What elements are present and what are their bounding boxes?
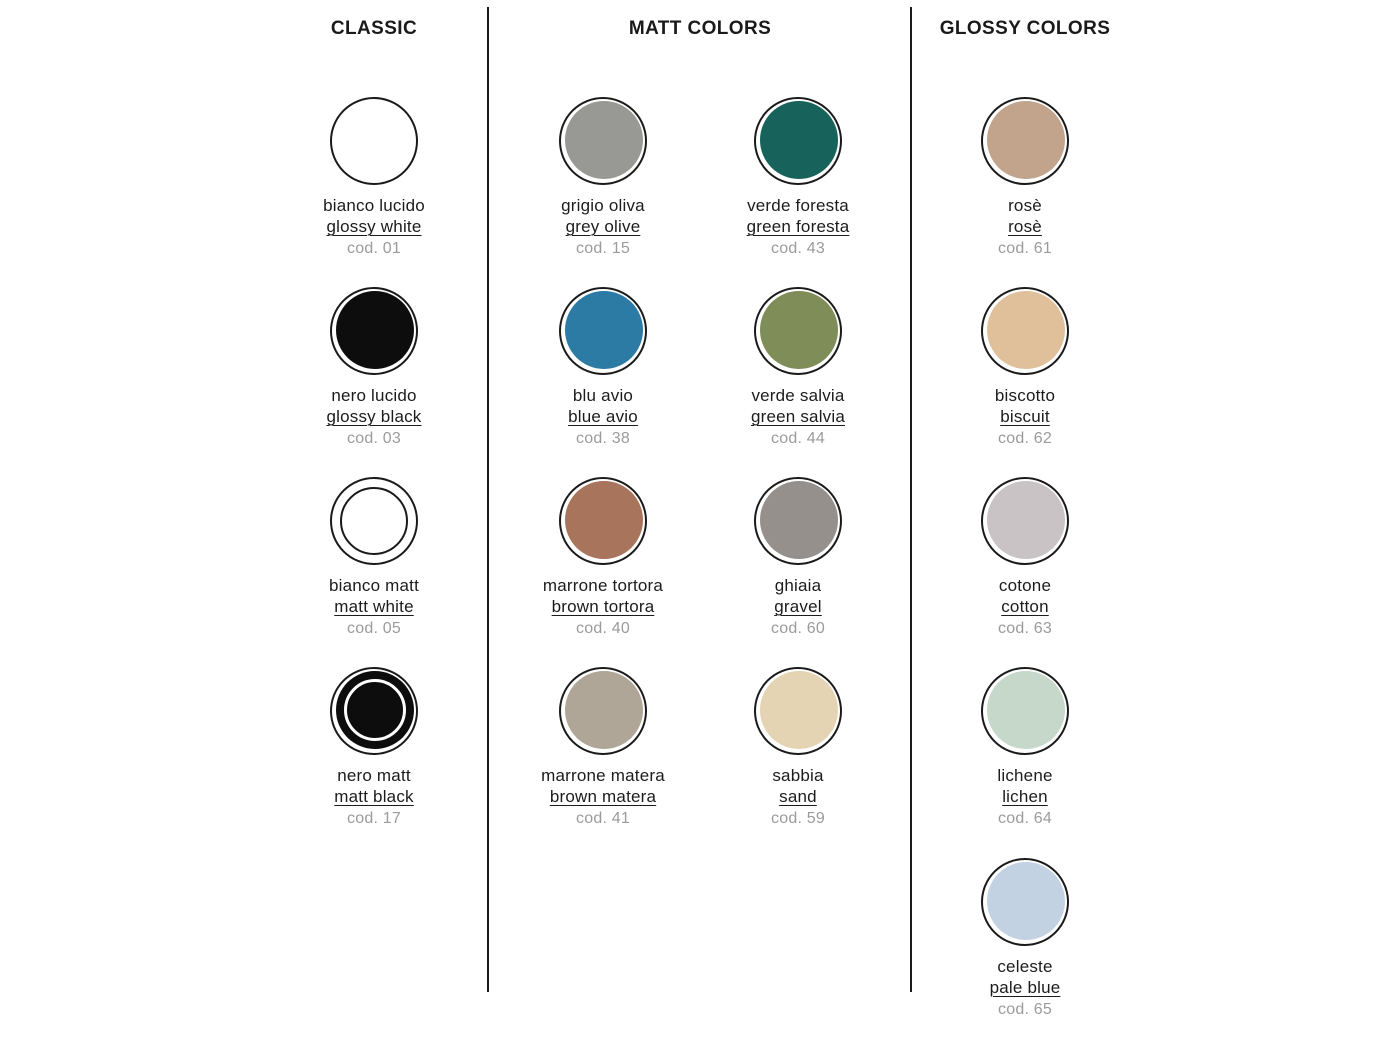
color-name-english: green salvia <box>750 407 846 426</box>
color-swatch-fill <box>760 101 838 179</box>
color-swatch-fill <box>565 101 643 179</box>
color-swatch-fill <box>340 487 408 555</box>
color-name-italian: verde foresta <box>747 196 849 215</box>
color-name-italian: blu avio <box>572 386 634 405</box>
section-title-matt-colors: MATT COLORS <box>628 18 772 39</box>
color-swatch-cell <box>688 287 908 450</box>
color-name-italian: verde salvia <box>751 386 845 405</box>
color-swatch-fill <box>336 671 414 749</box>
color-swatch-circle <box>981 858 1069 946</box>
color-code: cod. 59 <box>771 810 825 827</box>
color-swatch-cell <box>915 287 1135 450</box>
section-title-glossy-colors: GLOSSY COLORS <box>939 18 1111 39</box>
color-name-italian: sabbia <box>772 766 824 785</box>
color-swatch-fill <box>565 671 643 749</box>
color-swatch-cell <box>915 858 1135 1021</box>
color-name-english: biscuit <box>1000 407 1050 426</box>
color-swatch-fill <box>565 291 643 369</box>
color-swatch-fill <box>760 291 838 369</box>
color-name-english: glossy white <box>326 217 422 236</box>
color-swatch-fill <box>760 671 838 749</box>
color-swatch-circle <box>754 287 842 375</box>
color-swatch-cell <box>493 97 713 260</box>
color-code: cod. 40 <box>576 620 630 637</box>
color-swatch-fill <box>336 101 414 179</box>
color-name-english: gravel <box>774 597 822 616</box>
color-swatch-circle <box>330 287 418 375</box>
color-name-italian: cotone <box>998 576 1052 595</box>
color-name-english: blue avio <box>568 407 638 426</box>
color-name-english: pale blue <box>989 978 1061 997</box>
color-swatch-fill <box>987 671 1065 749</box>
color-swatch-fill <box>760 481 838 559</box>
color-name-english: grey olive <box>565 217 641 236</box>
color-name-english: rosè <box>1008 217 1042 236</box>
color-swatch-cell <box>264 667 484 830</box>
color-swatch-cell <box>493 287 713 450</box>
color-name-italian: marrone matera <box>541 766 665 785</box>
color-swatch-cell <box>493 667 713 830</box>
color-name-english: green foresta <box>746 217 850 236</box>
color-swatch-core <box>344 679 406 741</box>
column-divider <box>487 7 489 992</box>
color-swatch-fill <box>987 291 1065 369</box>
color-swatch-circle <box>559 97 647 185</box>
color-swatch-cell <box>688 97 908 260</box>
color-swatch-cell <box>915 97 1135 260</box>
color-swatch-fill <box>336 291 414 369</box>
color-swatch-cell <box>264 287 484 450</box>
color-name-english: matt black <box>334 787 414 806</box>
color-name-english: glossy black <box>326 407 422 426</box>
color-swatch-circle <box>981 97 1069 185</box>
color-swatch-circle <box>981 667 1069 755</box>
color-swatch-cell <box>915 667 1135 830</box>
color-name-english: lichen <box>1002 787 1048 806</box>
color-code: cod. 17 <box>347 810 401 827</box>
color-code: cod. 64 <box>998 810 1052 827</box>
color-swatch-circle <box>981 287 1069 375</box>
color-swatch-circle <box>559 667 647 755</box>
color-name-english: cotton <box>1001 597 1049 616</box>
color-swatch-fill <box>987 862 1065 940</box>
color-name-italian: nero matt <box>337 766 411 785</box>
color-code: cod. 01 <box>347 240 401 257</box>
color-code: cod. 44 <box>771 430 825 447</box>
color-name-english: brown tortora <box>551 597 655 616</box>
color-swatch-circle <box>330 97 418 185</box>
color-name-italian: grigio oliva <box>561 196 645 215</box>
color-name-italian: marrone tortora <box>542 576 664 595</box>
color-swatch-circle <box>330 667 418 755</box>
color-name-italian: lichene <box>997 766 1053 785</box>
color-name-italian: ghiaia <box>774 576 822 595</box>
color-code: cod. 60 <box>771 620 825 637</box>
color-name-italian: celeste <box>997 957 1053 976</box>
color-name-english: matt white <box>334 597 414 616</box>
color-name-italian: nero lucido <box>331 386 417 405</box>
color-swatch-cell <box>688 477 908 640</box>
color-swatch-cell <box>264 97 484 260</box>
color-swatch-circle <box>754 667 842 755</box>
color-code: cod. 65 <box>998 1001 1052 1018</box>
color-swatch-circle <box>754 97 842 185</box>
color-code: cod. 41 <box>576 810 630 827</box>
color-code: cod. 15 <box>576 240 630 257</box>
color-code: cod. 03 <box>347 430 401 447</box>
section-title-classic: CLASSIC <box>330 18 418 39</box>
color-swatch-cell <box>688 667 908 830</box>
color-swatch-fill <box>565 481 643 559</box>
column-divider <box>910 7 912 992</box>
color-name-italian: bianco matt <box>328 576 420 595</box>
color-code: cod. 38 <box>576 430 630 447</box>
color-swatch-fill <box>987 481 1065 559</box>
color-name-english: sand <box>779 787 817 806</box>
color-swatch-cell <box>915 477 1135 640</box>
color-swatch-fill <box>987 101 1065 179</box>
color-name-italian: rosè <box>1008 196 1042 215</box>
color-swatch-circle <box>559 477 647 565</box>
color-swatch-circle <box>754 477 842 565</box>
color-code: cod. 43 <box>771 240 825 257</box>
color-name-english: brown matera <box>549 787 657 806</box>
color-swatch-cell <box>493 477 713 640</box>
color-name-italian: biscotto <box>994 386 1056 405</box>
color-name-italian: bianco lucido <box>323 196 425 215</box>
color-code: cod. 62 <box>998 430 1052 447</box>
color-swatch-circle <box>330 477 418 565</box>
color-swatch-circle <box>981 477 1069 565</box>
color-code: cod. 05 <box>347 620 401 637</box>
color-code: cod. 61 <box>998 240 1052 257</box>
color-swatch-circle <box>559 287 647 375</box>
color-code: cod. 63 <box>998 620 1052 637</box>
color-swatch-cell <box>264 477 484 640</box>
